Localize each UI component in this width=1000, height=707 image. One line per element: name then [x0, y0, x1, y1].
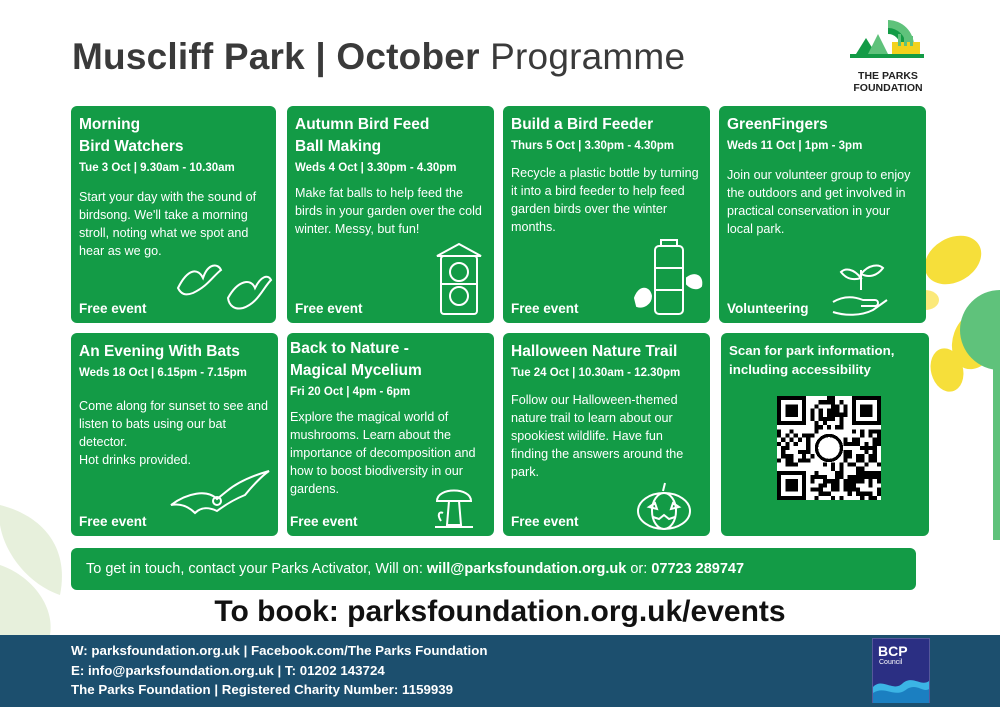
event-card-halloween[interactable] [503, 333, 710, 536]
event-footer: Free event [511, 301, 579, 316]
event-footer: Free event [79, 301, 147, 316]
event-description: Join our volunteer group to enjoy the outdoors and get involved in practical conservation in your local park. [727, 168, 911, 236]
event-date: Tue 24 Oct | 10.30am - 12.30pm [511, 367, 681, 379]
event-footer: Free event [290, 514, 358, 529]
event-card-bats[interactable] [71, 333, 278, 536]
event-title: Morning Bird Watchers [79, 116, 184, 155]
event-description: Make fat balls to help feed the birds in your garden over the cold winter. Messy, but fun! [295, 186, 482, 236]
footer-line-web[interactable]: W: parksfoundation.org.uk | Facebook.com/The Parks Foundation [71, 643, 488, 658]
event-card-greenfingers[interactable] [719, 106, 926, 323]
parks-foundation-logo [846, 16, 930, 96]
event-title: GreenFingers [727, 116, 828, 133]
event-card-build-feeder[interactable] [503, 106, 710, 323]
event-description: Follow our Halloween-themed nature trail to learn about our spookiest wildlife. Have fun finding the answers around the park. [511, 393, 684, 479]
event-date: Fri 20 Oct | 4pm - 6pm [290, 386, 411, 398]
bcp-name: BCP [878, 643, 908, 659]
event-footer: Volunteering [727, 301, 809, 316]
event-date: Weds 4 Oct | 3.30pm - 4.30pm [295, 162, 457, 174]
bcp-wave-icon [873, 673, 929, 703]
event-footer: Free event [295, 301, 363, 316]
title-light: Programme [490, 36, 686, 77]
bird-feeder-icon [433, 242, 485, 318]
contact-email[interactable]: will@parksfoundation.org.uk [426, 561, 627, 577]
event-description: Start your day with the sound of birdsong. We'll take a morning stroll, noting what we spot and hear as we go. [79, 190, 257, 258]
footer-line-charity: The Parks Foundation | Registered Charity Number: 1159939 [71, 682, 454, 697]
event-title: Halloween Nature Trail [511, 343, 678, 360]
event-description: Come along for sunset to see and listen to bats using our bat detector. Hot drinks provided. [79, 399, 269, 467]
logo-line1: THE PARKS [858, 70, 918, 82]
page-title [72, 36, 685, 78]
logo-line2: FOUNDATION [853, 82, 923, 94]
contact-phone[interactable]: 07723 289747 [651, 561, 745, 577]
event-title: An Evening With Bats [79, 343, 240, 360]
event-description: Explore the magical world of mushrooms. Learn about the importance of decomposition and how to boost biodiversity in our gardens. [290, 410, 476, 496]
event-title: Autumn Bird Feed Ball Making [295, 116, 430, 155]
event-date: Tue 3 Oct | 9.30am - 10.30am [79, 162, 235, 174]
contact-middle: or: [626, 561, 652, 577]
event-card-mycelium[interactable] [287, 333, 494, 536]
hand-plant-icon [831, 260, 891, 318]
qr-code-icon[interactable] [777, 396, 881, 500]
title-bold: Muscliff Park | October [72, 36, 480, 77]
bcp-council-logo [872, 638, 930, 703]
event-title: Build a Bird Feeder [511, 116, 654, 133]
contact-prefix: To get in touch, contact your Parks Activator, Will on: [86, 561, 427, 577]
event-card-bird-watchers[interactable] [71, 106, 276, 323]
footer [0, 635, 1000, 707]
event-description: Recycle a plastic bottle by turning it into a bird feeder to help feed garden birds over the winter months. [511, 166, 699, 234]
pumpkin-icon [635, 481, 693, 531]
bottle-feeder-icon [631, 238, 707, 318]
bat-icon [167, 469, 271, 519]
event-date: Weds 18 Oct | 6.15pm - 7.15pm [79, 367, 247, 379]
event-card-bird-feed-ball[interactable] [287, 106, 494, 323]
event-date: Thurs 5 Oct | 3.30pm - 4.30pm [511, 140, 674, 152]
event-footer: Free event [511, 514, 579, 529]
birds-icon [173, 258, 273, 318]
mushroom-icon [433, 481, 475, 529]
bcp-sub: Council [879, 659, 903, 666]
event-title: Back to Nature - Magical Mycelium [290, 340, 422, 379]
footer-line-contact[interactable]: E: info@parksfoundation.org.uk | T: 01202 143724 [71, 662, 385, 678]
parks-foundation-logo-icon [846, 16, 930, 68]
event-date: Weds 11 Oct | 1pm - 3pm [727, 140, 863, 152]
event-footer: Free event [79, 514, 147, 529]
qr-card-text: Scan for park information, including accessibility [729, 343, 895, 377]
booking-line[interactable]: To book: parksfoundation.org.uk/events [214, 595, 786, 628]
contact-bar [71, 548, 916, 590]
